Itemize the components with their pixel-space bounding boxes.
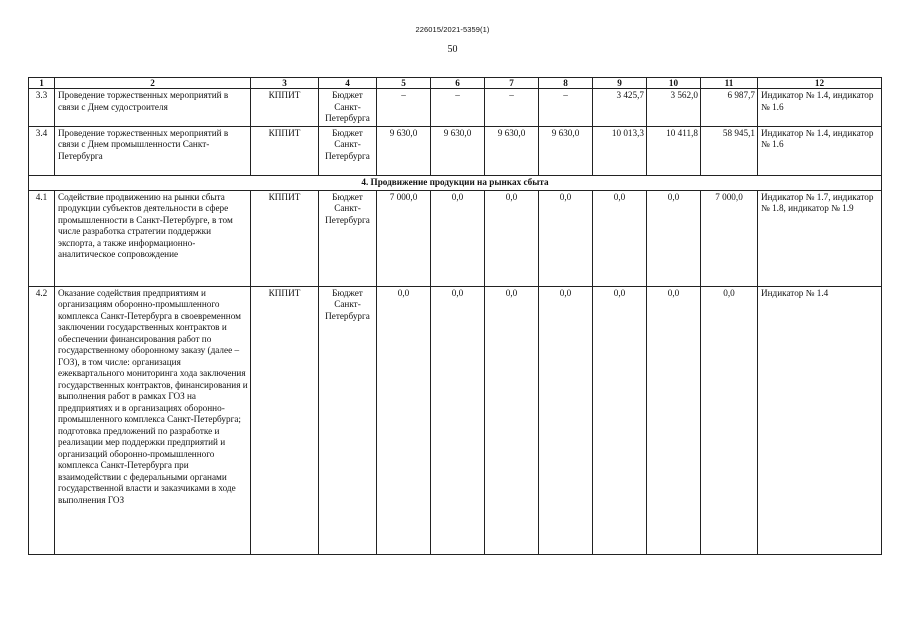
indicator-cell: Индикатор № 1.4 (758, 286, 882, 554)
column-header: 6 (431, 78, 485, 89)
value-cell: 9 630,0 (431, 126, 485, 175)
executor: КППИТ (251, 126, 319, 175)
funding-source: Бюджет Санкт-Петербурга (319, 89, 377, 127)
funding-source: Бюджет Санкт-Петербурга (319, 126, 377, 175)
value-cell: 0,0 (431, 286, 485, 554)
value-cell: 0,0 (539, 286, 593, 554)
total-cell: 6 987,7 (701, 89, 758, 127)
column-header: 11 (701, 78, 758, 89)
row-number: 4.1 (29, 190, 55, 286)
value-cell: 3 562,0 (647, 89, 701, 127)
table-row (29, 89, 882, 127)
value-cell: 9 630,0 (539, 126, 593, 175)
activity-name: Оказание содействия предприятиям и организациям оборонно-промышленного комплекса Санкт-Петербурга в своевременном заключении государственных контрактов и обеспечении финансирования работ по государственному оборонному заказу (далее – ГОЗ), в том числе: организация ежеквартального мониторинга хода заключения государственных контрактов, финансирования и выполнения работ в рамках ГОЗ на предприятиях и в организациях оборонно-промышленного комплекса Санкт-Петербурга; подготовка предложений по разработке и реализации мер поддержки предприятий и организаций оборонно-промышленного комплекса Санкт-Петербурга при взаимодействии с федеральными органами государственной власти и заказчиками в ходе выполнения ГОЗ (55, 286, 251, 554)
total-cell: 58 945,1 (701, 126, 758, 175)
column-header: 5 (377, 78, 431, 89)
row-number: 4.2 (29, 286, 55, 554)
row-number: 3.3 (29, 89, 55, 127)
page-number: 50 (447, 44, 458, 55)
value-cell: 9 630,0 (377, 126, 431, 175)
value-cell: 0,0 (647, 190, 701, 286)
table-row (29, 126, 882, 175)
column-header: 2 (55, 78, 251, 89)
column-header: 9 (593, 78, 647, 89)
column-header: 3 (251, 78, 319, 89)
program-activities-table (28, 77, 882, 555)
total-cell: 0,0 (701, 286, 758, 554)
value-cell: – (539, 89, 593, 127)
value-cell: 0,0 (485, 190, 539, 286)
column-header: 4 (319, 78, 377, 89)
column-header: 8 (539, 78, 593, 89)
column-header: 12 (758, 78, 882, 89)
table-row (29, 286, 882, 554)
value-cell: 3 425,7 (593, 89, 647, 127)
value-cell: 0,0 (593, 286, 647, 554)
value-cell: – (377, 89, 431, 127)
activity-name: Проведение торжественных мероприятий в связи с Днем промышленности Санкт-Петербурга (55, 126, 251, 175)
value-cell: 10 013,3 (593, 126, 647, 175)
activity-name: Содействие продвижению на рынки сбыта продукции субъектов деятельности в сфере промышленности в Санкт-Петербурге, в том числе разработка стратегии поддержки экспорта, а также информационно-аналитическое сопровождение (55, 190, 251, 286)
column-header: 10 (647, 78, 701, 89)
funding-source: Бюджет Санкт-Петербурга (319, 190, 377, 286)
value-cell: 0,0 (647, 286, 701, 554)
executor: КППИТ (251, 286, 319, 554)
executor: КППИТ (251, 190, 319, 286)
indicator-cell: Индикатор № 1.7, индикатор № 1.8, индикатор № 1.9 (758, 190, 882, 286)
value-cell: – (431, 89, 485, 127)
value-cell: 0,0 (377, 286, 431, 554)
activity-name: Проведение торжественных мероприятий в связи с Днем судостроителя (55, 89, 251, 127)
value-cell: 7 000,0 (377, 190, 431, 286)
column-number-row (29, 78, 882, 89)
value-cell: – (485, 89, 539, 127)
value-cell: 0,0 (593, 190, 647, 286)
column-header: 7 (485, 78, 539, 89)
document-id: 226015/2021-5359(1) (415, 25, 490, 34)
executor: КППИТ (251, 89, 319, 127)
column-header: 1 (29, 78, 55, 89)
total-cell: 7 000,0 (701, 190, 758, 286)
indicator-cell: Индикатор № 1.4, индикатор № 1.6 (758, 89, 882, 127)
section-header-row (29, 175, 882, 190)
section-title: 4. Продвижение продукции на рынках сбыта (29, 175, 882, 190)
value-cell: 0,0 (431, 190, 485, 286)
funding-source: Бюджет Санкт-Петербурга (319, 286, 377, 554)
value-cell: 0,0 (485, 286, 539, 554)
value-cell: 0,0 (539, 190, 593, 286)
value-cell: 10 411,8 (647, 126, 701, 175)
row-number: 3.4 (29, 126, 55, 175)
value-cell: 9 630,0 (485, 126, 539, 175)
table-row (29, 190, 882, 286)
indicator-cell: Индикатор № 1.4, индикатор № 1.6 (758, 126, 882, 175)
